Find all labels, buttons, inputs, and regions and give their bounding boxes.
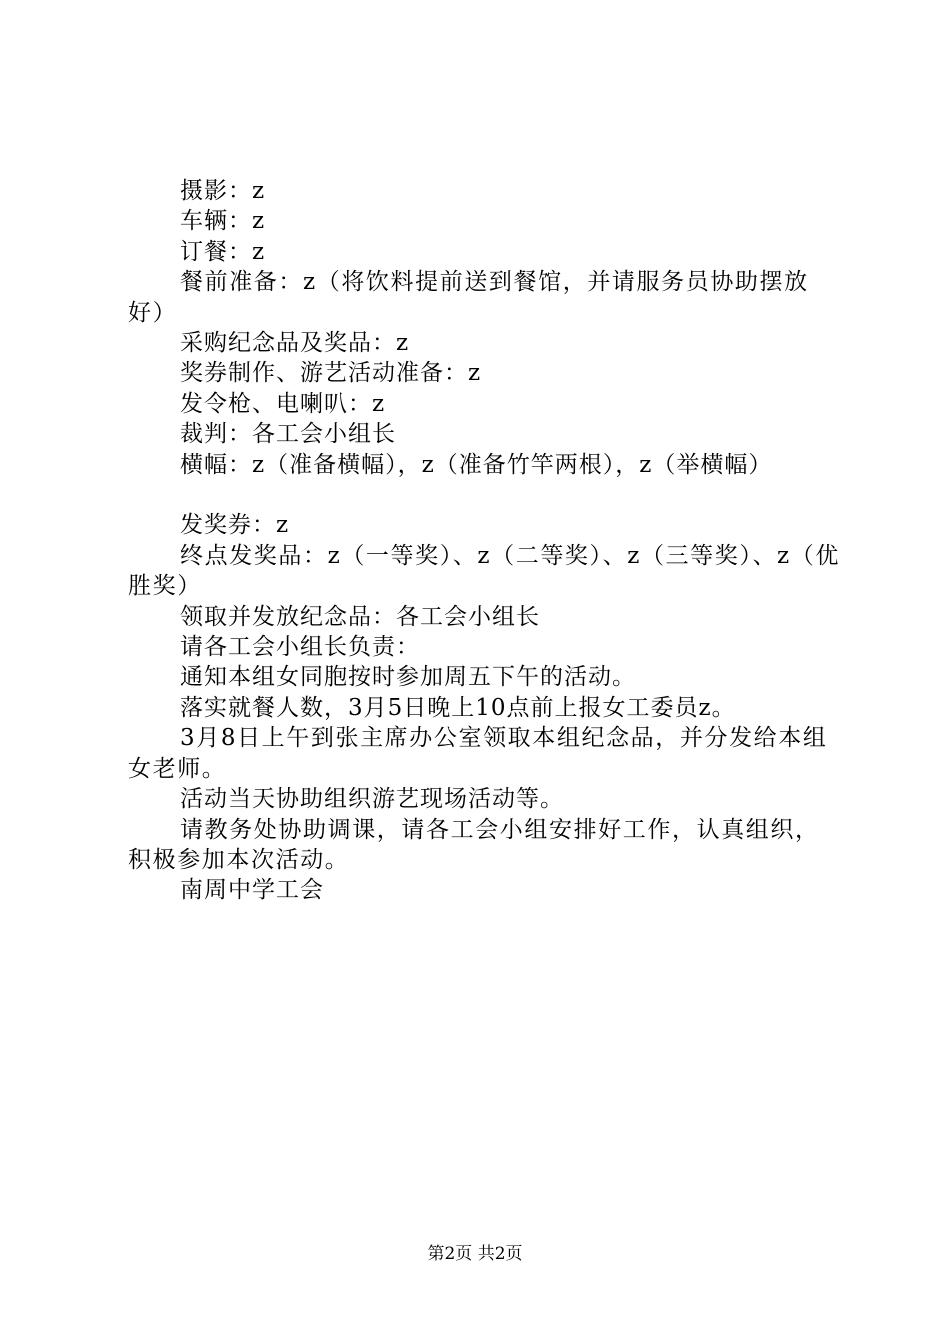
paragraph-voucher-distribution: 发奖券：z [180, 512, 290, 539]
paragraph-photography: 摄影：z [180, 178, 266, 204]
paragraph-closing-request: 请教务处协助调课，请各工会小组安排好工作，认真组织，积极参加本次活动。 [128, 816, 820, 873]
document-body [128, 176, 840, 906]
paragraph-leaders-responsibilities: 请各工会小组长负责： [180, 634, 420, 661]
page-number-footer: 第2页 共2页 [427, 1244, 523, 1264]
paragraph-souvenir-distribution: 领取并发放纪念品：各工会小组长 [180, 603, 540, 630]
blank-line [128, 480, 840, 510]
paragraph-voucher-making: 奖券制作、游艺活动准备：z [180, 360, 482, 387]
paragraph-souvenir-purchase: 采购纪念品及奖品：z [180, 330, 410, 357]
paragraph-finish-prizes: 终点发奖品：z（一等奖）、z（二等奖）、z（三等奖）、z（优胜奖） [128, 542, 840, 600]
paragraph-headcount: 落实就餐人数，3月5日晚上10点前上报女工委员z。 [180, 694, 736, 721]
paragraph-collect-souvenirs: 3月8日上午到张主席办公室领取本组纪念品，并分发给本组女老师。 [128, 725, 828, 782]
paragraph-meal-booking: 订餐：z [180, 238, 266, 265]
paragraph-meal-preparation: 餐前准备：z（将饮料提前送到餐馆，并请服务员协助摆放好） [128, 269, 809, 326]
paragraph-notify-members: 通知本组女同胞按时参加周五下午的活动。 [180, 664, 636, 691]
paragraph-banner: 横幅：z（准备横幅），z（准备竹竿两根），z（举横幅） [180, 451, 773, 478]
paragraph-vehicles: 车辆：z [180, 208, 266, 235]
paragraph-referees: 裁判：各工会小组长 [180, 421, 396, 448]
paragraph-signature: 南周中学工会 [180, 877, 324, 904]
paragraph-starting-gun: 发令枪、电喇叭：z [180, 390, 386, 417]
paragraph-assist-activities: 活动当天协助组织游艺现场活动等。 [180, 786, 564, 813]
